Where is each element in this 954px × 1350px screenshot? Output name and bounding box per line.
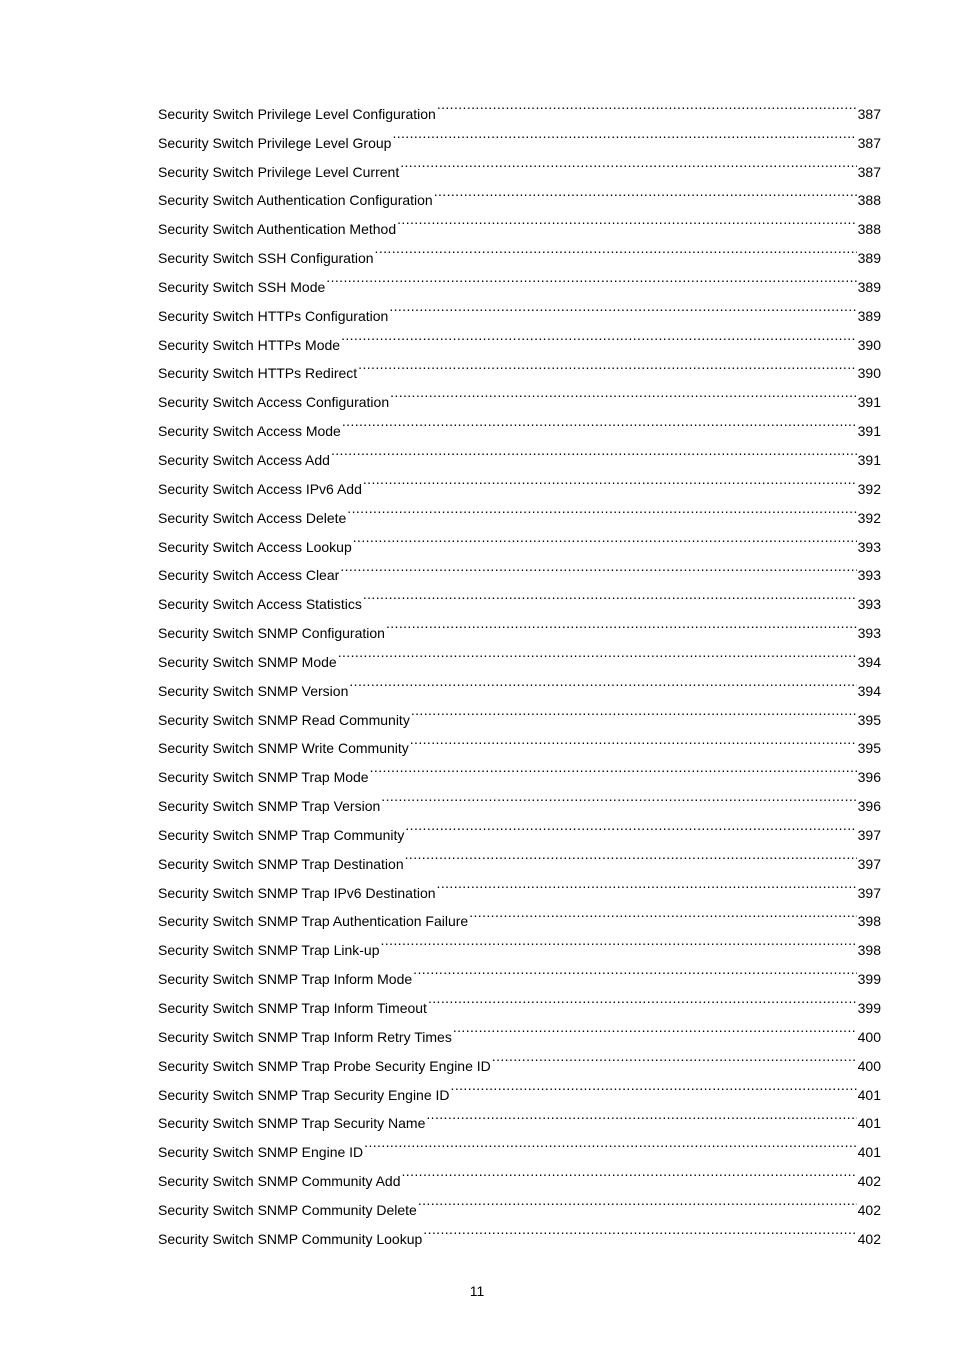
toc-entry-title: Security Switch Access Add (158, 451, 330, 468)
toc-entry-title: Security Switch SNMP Read Community (158, 711, 410, 728)
dot-leader (381, 926, 857, 955)
dot-leader (381, 782, 856, 811)
toc-entry-page: 389 (857, 307, 881, 324)
toc-entry-title: Security Switch Privilege Level Configuration (158, 105, 436, 122)
toc-entry-page: 391 (857, 423, 881, 440)
toc-entry-title: Security Switch HTTPs Mode (158, 336, 341, 353)
dot-leader (353, 523, 857, 552)
toc-entry-page: 388 (857, 221, 881, 238)
toc-entry-title: Security Switch SNMP Community Lookup (158, 1230, 423, 1247)
dot-leader (331, 436, 857, 465)
dot-leader (434, 177, 857, 206)
toc-entry-page: 398 (857, 913, 881, 930)
toc-entry-page: 388 (857, 192, 881, 209)
toc-entry-title: Security Switch SNMP Configuration (158, 625, 385, 642)
toc-entry-title: Security Switch SNMP Write Community (158, 740, 409, 757)
toc-entry-page: 391 (857, 394, 881, 411)
dot-leader (469, 898, 856, 927)
toc-entry-title: Security Switch SNMP Trap Inform Timeout (158, 1000, 427, 1016)
toc-entry-page: 391 (857, 451, 881, 468)
dot-leader (342, 407, 857, 436)
page-number: 11 (469, 1283, 485, 1299)
toc-entry-title: Security Switch SNMP Trap Security Engine ID (158, 1086, 450, 1103)
toc-entry-page: 402 (857, 1230, 881, 1247)
toc-entry-title: Security Switch SNMP Trap Inform Retry Times (158, 1028, 452, 1045)
dot-leader (437, 869, 857, 898)
toc-entry-title: Security Switch Authentication Method (158, 221, 397, 238)
dot-leader (375, 234, 857, 263)
toc-entry-page: 389 (857, 278, 881, 295)
toc-entry-title: Security Switch SNMP Trap Version (158, 798, 381, 815)
toc-entry-title: Security Switch Authentication Configuration (158, 192, 433, 209)
dot-leader (423, 1215, 856, 1244)
toc-entry-page: 392 (857, 509, 881, 526)
dot-leader (363, 465, 857, 494)
dot-leader (389, 292, 856, 321)
dot-leader (390, 378, 857, 407)
dot-leader (397, 205, 857, 234)
toc-entry-title: Security Switch SSH Mode (158, 278, 326, 295)
toc-entry-page: 397 (857, 884, 881, 901)
toc-entry-title: Security Switch SNMP Trap Mode (158, 769, 369, 786)
dot-leader (410, 725, 857, 754)
dot-leader (358, 350, 856, 379)
dot-leader (437, 90, 857, 119)
toc-entry-page: 399 (857, 1000, 881, 1016)
dot-leader (338, 638, 857, 667)
toc-entry-title: Security Switch SNMP Trap Authentication Failure (158, 913, 469, 930)
toc-entry-page: 387 (857, 163, 881, 180)
dot-leader (364, 1128, 856, 1157)
toc-entry-page: 397 (857, 826, 881, 843)
toc-entry-title: Security Switch SNMP Version (158, 682, 349, 699)
toc-entry-page: 394 (857, 682, 881, 699)
toc-entry-title: Security Switch SNMP Community Delete (158, 1201, 417, 1218)
dot-leader (411, 696, 857, 725)
toc-entry-title: Security Switch SNMP Trap IPv6 Destination (158, 884, 436, 901)
toc-entry-page: 401 (857, 1086, 881, 1103)
toc-entry-page: 396 (857, 769, 881, 786)
dot-leader (363, 580, 857, 609)
toc-entry-title: Security Switch Access Configuration (158, 394, 390, 411)
toc-entry-title: Security Switch SNMP Trap Community (158, 826, 405, 843)
toc-entry-page: 402 (857, 1201, 881, 1218)
toc-entry-page: 390 (857, 365, 881, 382)
dot-leader (349, 667, 856, 696)
toc-entry-page: 393 (857, 567, 881, 584)
dot-leader (402, 1157, 857, 1186)
toc-entry-page: 400 (857, 1057, 881, 1074)
toc-entry-title: Security Switch SNMP Trap Link-up (158, 942, 380, 959)
toc-entry-title: Security Switch HTTPs Configuration (158, 307, 389, 324)
toc-entry-title: Security Switch Privilege Level Current (158, 163, 400, 180)
dot-leader (400, 148, 856, 177)
dot-leader (392, 119, 856, 148)
toc-entry-page: 393 (857, 538, 881, 555)
dot-leader (405, 840, 857, 869)
dot-leader (370, 753, 857, 782)
toc-entry[interactable] (158, 90, 881, 122)
toc-entry-title: Security Switch Access Clear (158, 567, 340, 584)
toc-entry-title: Security Switch Privilege Level Group (158, 134, 392, 151)
toc-entry-page: 398 (857, 942, 881, 959)
toc-entry-title: Security Switch HTTPs Redirect (158, 365, 358, 382)
dot-leader (492, 1042, 857, 1071)
toc-entry-page: 400 (857, 1028, 881, 1045)
toc-entry-title: Security Switch SNMP Mode (158, 653, 337, 670)
toc-entry-title: Security Switch SNMP Trap Security Name (158, 1115, 426, 1132)
dot-leader (341, 321, 857, 350)
toc-entry-title: Security Switch Access IPv6 Add (158, 480, 362, 497)
toc-entry-page: 392 (857, 480, 881, 497)
dot-leader (451, 1071, 857, 1100)
toc-entry-page: 387 (857, 134, 881, 151)
toc-entry-title: Security Switch SNMP Engine ID (158, 1144, 364, 1161)
dot-leader (453, 1013, 857, 1042)
toc-entry-page: 395 (857, 740, 881, 757)
toc-entry-title: Security Switch SNMP Trap Probe Security Engine ID (158, 1057, 491, 1074)
toc-entry-title: Security Switch SNMP Trap Destination (158, 855, 404, 872)
toc-entry-title: Security Switch Access Delete (158, 509, 347, 526)
toc-entry-title: Security Switch SNMP Community Add (158, 1173, 401, 1190)
toc-entry-title: Security Switch SNMP Trap Inform Mode (158, 971, 413, 988)
toc-entry-page: 390 (857, 336, 881, 353)
toc-entry-page: 395 (857, 711, 881, 728)
toc-entry-page: 389 (857, 250, 881, 267)
toc-entry-page: 397 (857, 855, 881, 872)
dot-leader (428, 984, 857, 1013)
dot-leader (347, 494, 856, 523)
dot-leader (418, 1186, 857, 1215)
toc-entry-page: 387 (857, 105, 881, 122)
toc-entry-page: 401 (857, 1115, 881, 1132)
toc-entry-page: 393 (857, 596, 881, 613)
toc-entry-page: 399 (857, 971, 881, 988)
toc-entry-page: 396 (857, 798, 881, 815)
dot-leader (326, 263, 856, 292)
toc-entry-page: 394 (857, 653, 881, 670)
dot-leader (340, 552, 856, 581)
dot-leader (413, 955, 856, 984)
toc-entry-title: Security Switch Access Mode (158, 423, 341, 440)
dot-leader (426, 1100, 856, 1129)
toc-entry-page: 402 (857, 1173, 881, 1190)
dot-leader (405, 811, 856, 840)
toc-entry-page: 401 (857, 1144, 881, 1161)
dot-leader (386, 609, 857, 638)
table-of-contents (158, 90, 881, 1247)
toc-entry-title: Security Switch SSH Configuration (158, 250, 374, 267)
toc-entry-page: 393 (857, 625, 881, 642)
toc-entry-title: Security Switch Access Lookup (158, 538, 352, 555)
toc-entry-title: Security Switch Access Statistics (158, 596, 362, 613)
